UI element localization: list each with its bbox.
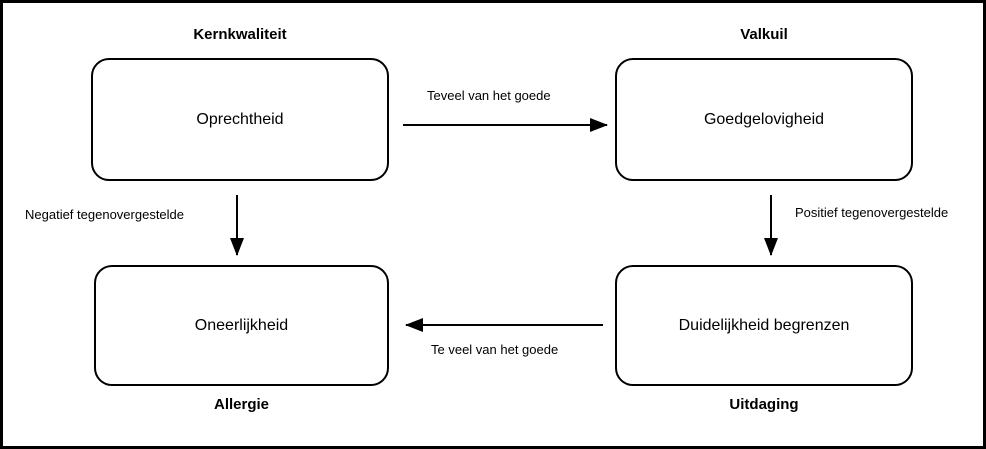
box-uitdaging [615, 265, 913, 386]
box-allergie [94, 265, 389, 386]
arrow-label-right: Positief tegenovergestelde [795, 205, 949, 220]
corner-label-kernkwaliteit: Kernkwaliteit [193, 26, 287, 43]
corner-label-valkuil: Valkuil [740, 26, 788, 43]
corner-label-uitdaging: Uitdaging [729, 396, 799, 413]
box-valkuil-label: Goedgelovigheid [703, 110, 825, 128]
box-allergie-label: Oneerlijkheid [194, 316, 289, 334]
box-uitdaging-label: Duidelijkheid begrenzen [678, 316, 850, 334]
box-kernkwaliteit [91, 58, 389, 181]
arrow-label-bottom: Te veel van het goede [431, 342, 559, 357]
arrow-label-top: Teveel van het goede [427, 88, 551, 103]
box-valkuil [615, 58, 913, 181]
corner-label-allergie: Allergie [213, 396, 270, 413]
box-kernkwaliteit-label: Oprechtheid [196, 110, 284, 128]
arrow-label-left: Negatief tegenovergestelde [25, 207, 185, 222]
